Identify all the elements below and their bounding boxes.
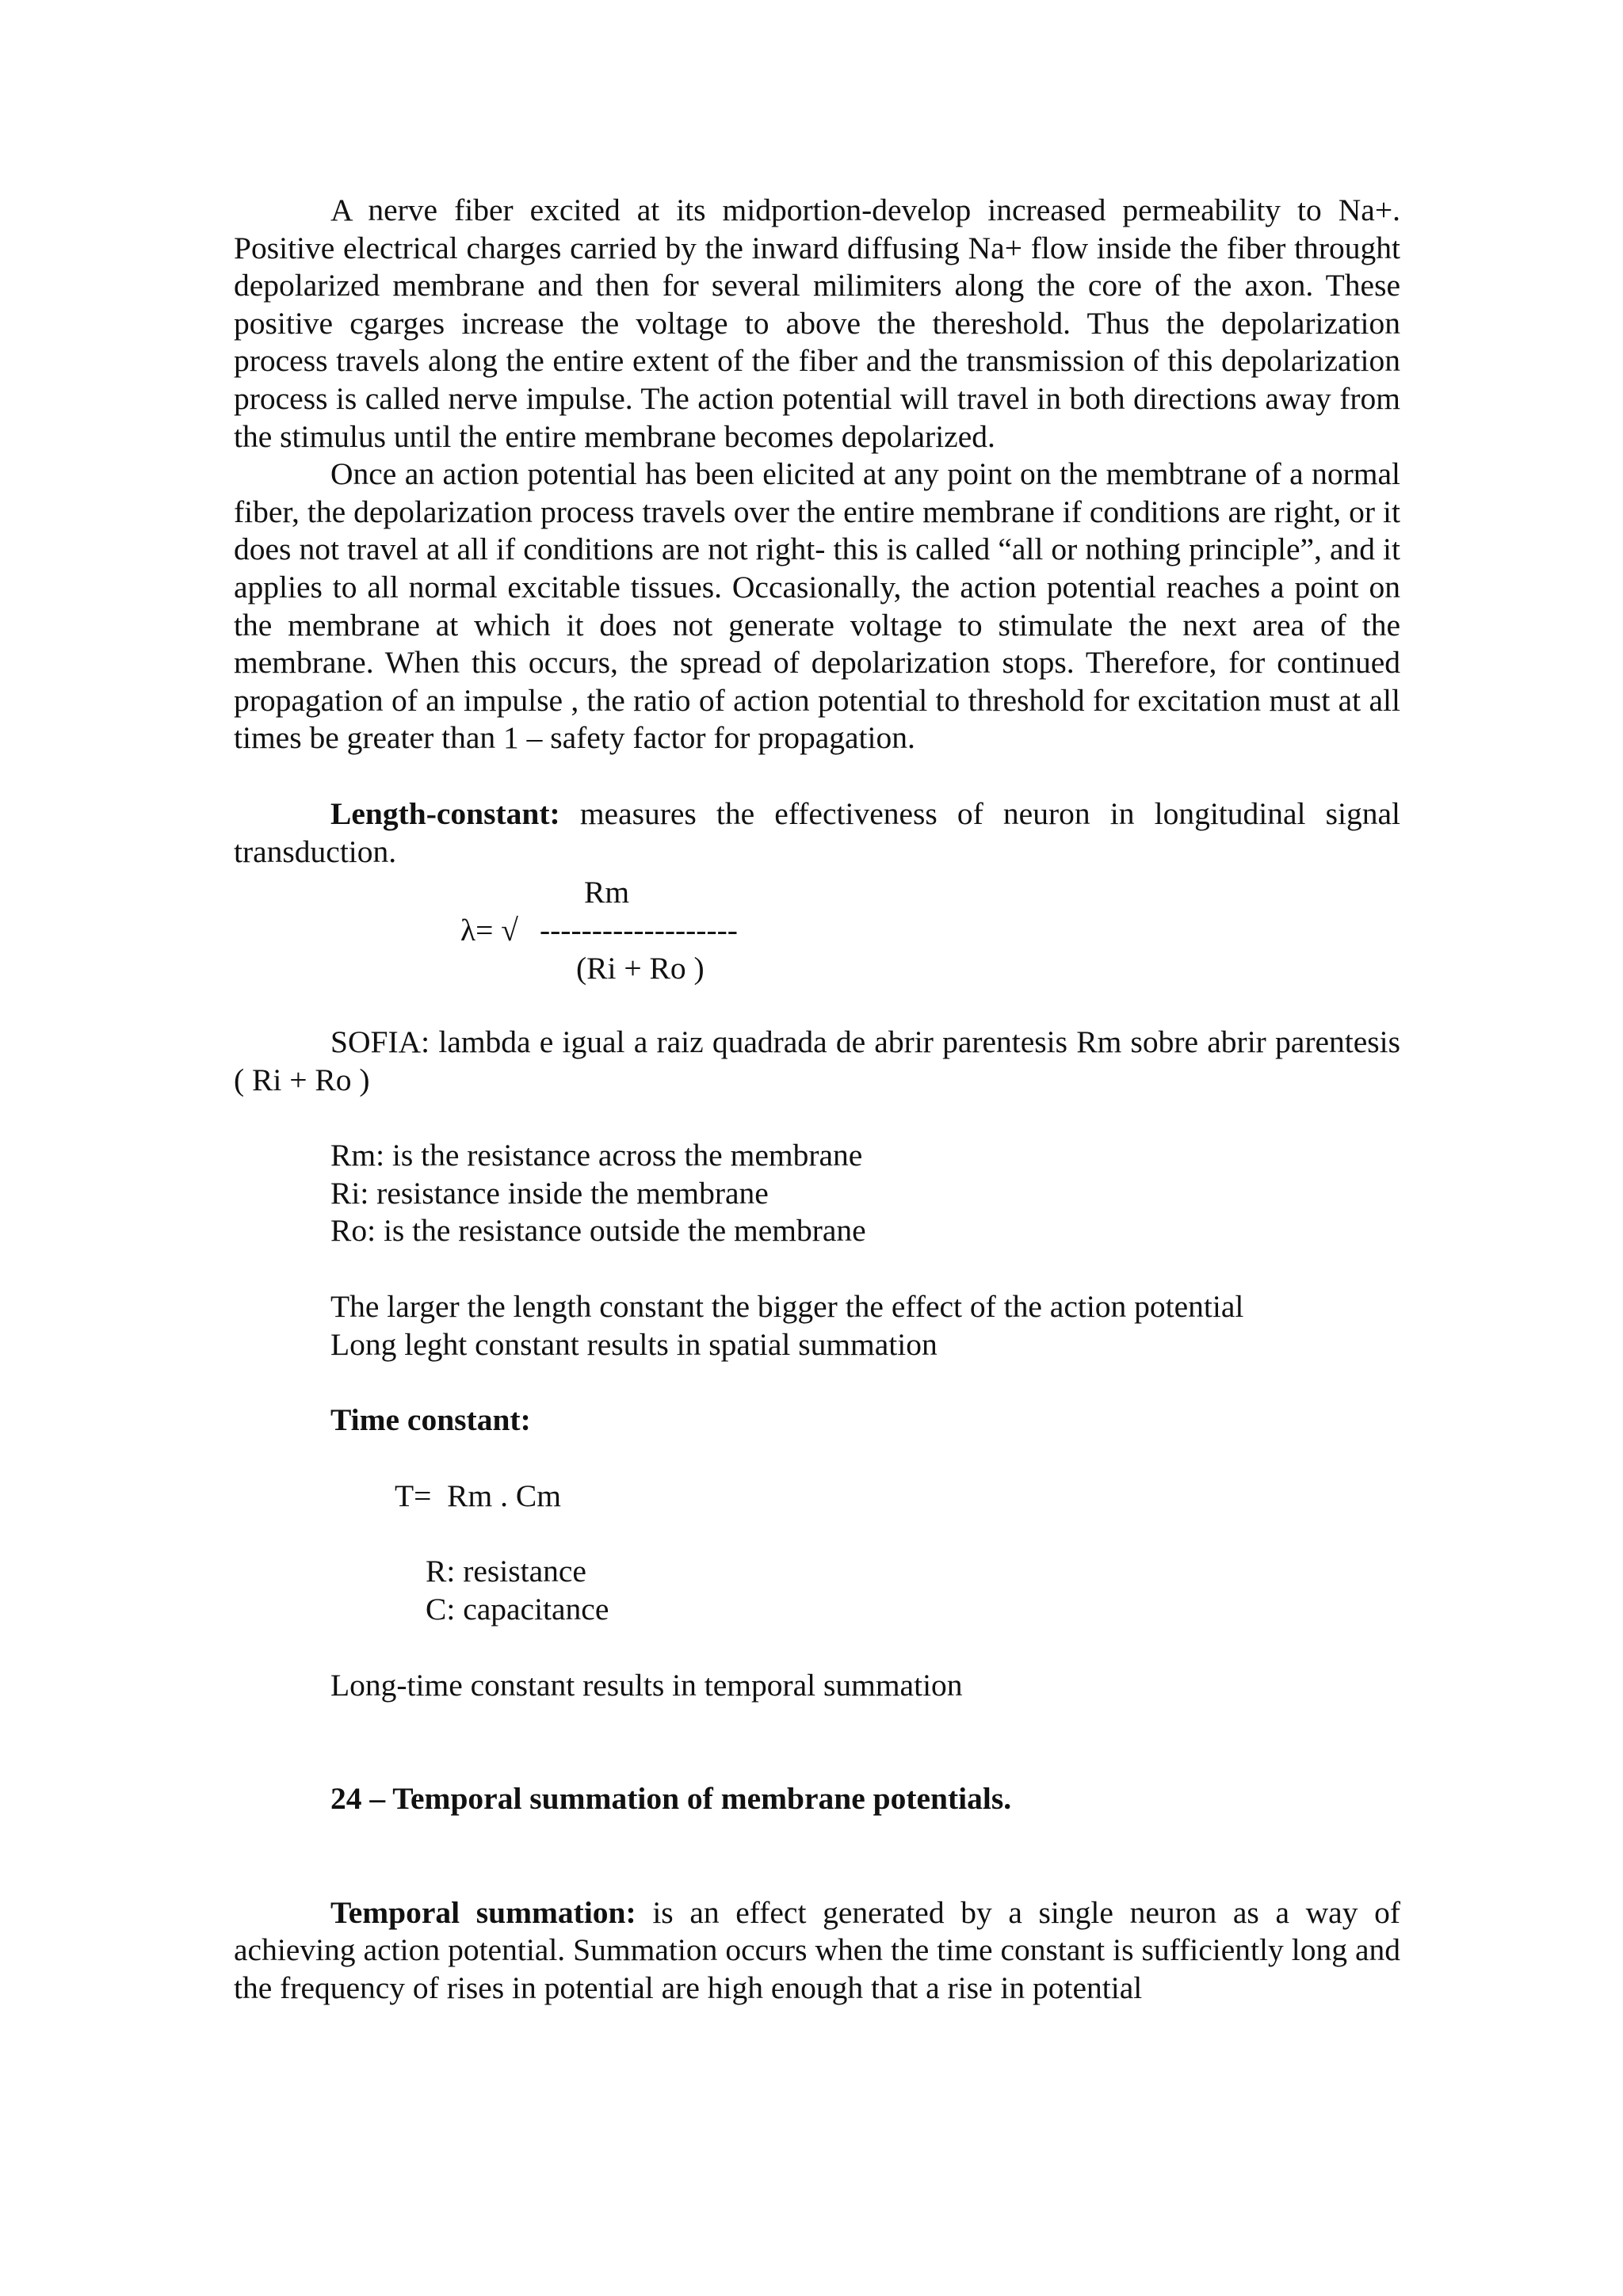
paragraph-nerve-impulse: A nerve fiber excited at its midportion-develop increased permeability to Na+. Positive electrical charges carried by the inward diffusing Na+ flow inside the fiber throught depolarized membrane and then for several milimiters along the core of the axon. These positive cgarges increase the voltage to above the thereshold. Thus the depolarization process travels along the entire extent of the fiber and the transmission of this depolarization process is called nerve impulse. The action potential will travel in both directions away from the stimulus until the entire membrane becomes depolarized. [234, 193, 1400, 454]
length-constant-term: Length-constant: [330, 795, 560, 831]
definition-ri: Ri: resistance inside the membrane [330, 1175, 769, 1211]
definition-c: C: capacitance [426, 1592, 609, 1627]
length-constant-paragraph [234, 795, 1400, 871]
definition-r: R: resistance [426, 1554, 586, 1589]
paragraph-all-or-nothing: Once an action potential has been elicited at any point on the membtrane of a normal fiber, the depolarization process travels over the entire membrane if conditions are right, or it does not travel at all if conditions are not right- this is called “all or nothing principle”, and it applies to all normal excitable tissues. Occasionally, the action potential reaches a point on the membrane at which it does not generate voltage to stimulate the next area of the membrane. When this occurs, the spread of depolarization stops. Therefore, for continued propagation of an impulse , the ratio of action potential to threshold for excitation must at all times be greater than 1 – safety factor for propagation. [234, 456, 1400, 756]
formula-numerator: Rm [584, 875, 630, 910]
time-constant-definitions [426, 1553, 1400, 1628]
temporal-summation-definition: is an effect generated by a single neuron as a way of achieving action potential. Summation occurs when the time constant is sufficiently long and the frequency of rises in potential are high enough that a rise in potential [234, 1894, 1400, 2005]
length-constant-notes [330, 1288, 1400, 1363]
definition-ro: Ro: is the resistance outside the membrane [330, 1213, 866, 1249]
note-spatial-summation: Long leght constant results in spatial summation [330, 1326, 938, 1362]
lambda-formula [234, 871, 1400, 986]
temporal-summation-note: Long-time constant results in temporal summation [330, 1667, 963, 1703]
time-constant-formula: T= Rm . Cm [395, 1478, 561, 1513]
formula-fraction-bar: ------------------- [540, 913, 738, 948]
document-page [234, 192, 1400, 2008]
section-24-heading: 24 – Temporal summation of membrane potentials. [330, 1781, 1012, 1817]
length-constant-definition: measures the effectiveness of neuron in longitudinal signal transduction. [234, 795, 1400, 869]
sofia-paragraph: SOFIA: lambda e igual a raiz quadrada de abrir parentesis Rm sobre abrir parentesis ( Ri + Ro ) [234, 1024, 1400, 1097]
time-constant-heading: Time constant: [330, 1402, 531, 1438]
temporal-summation-term: Temporal summation: [330, 1894, 636, 1930]
formula-denominator: (Ri + Ro ) [576, 951, 705, 986]
definition-rm: Rm: is the resistance across the membrane [330, 1138, 863, 1173]
note-larger-length-constant: The larger the length constant the bigger the effect of the action potential [330, 1289, 1244, 1325]
formula-lhs: λ= √ [460, 913, 518, 948]
temporal-summation-paragraph [234, 1894, 1400, 2008]
resistance-definitions [330, 1137, 1400, 1250]
